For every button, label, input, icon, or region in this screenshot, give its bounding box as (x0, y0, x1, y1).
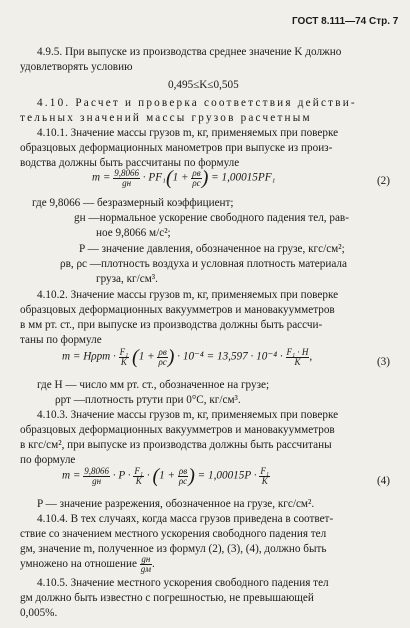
text-line: ρрт —плотность ртути при 0°С, кг/см³. (55, 394, 241, 406)
fraction: $\frac{\text{F₁}}{K}$ (134, 465, 144, 486)
text-line: где H — число мм рт. ст., обозначенное на грузе; (37, 379, 270, 391)
text-line: 4.10.1. Значение массы грузов m, кг, применяемых при поверке (37, 127, 339, 139)
text-line: груза, кг/см³. (96, 273, 158, 285)
text-line: в кгс/см², при выпуске из производства должны быть рассчитаны (20, 439, 332, 451)
equation-number: (2) (376, 175, 390, 187)
text-line: 4.10.5. Значение местного ускорения свободного падения тел (37, 577, 329, 589)
equation-number: (3) (376, 356, 390, 368)
ratio-line: умножено на отношение $\frac{gн}{gм}$ . (20, 554, 155, 574)
text-line: gм должно быть известно с погрешностью, не превышающей (20, 592, 314, 604)
text-line: gн —нормальное ускорение свободного падения тел, рав- (74, 212, 349, 224)
fraction: $\frac{\rho в}{\rho с}$ (178, 465, 188, 486)
text-line: P — значение разрежения, обозначенное на грузе, кгс/см². (37, 498, 315, 510)
fraction: $\frac{gн}{gм}$ (140, 554, 151, 574)
section-heading: тельных значений массы грузов расчетным (20, 112, 312, 124)
fraction: $\frac{\text{F₁}}{K}$ (260, 465, 270, 486)
formula-3: m = Hρрт · $\frac{\text{F₁}}{K}$ (1 + $\frac{\rho в}{\rho с}$ ) · 10⁻⁴ = 13,597 · 10⁻⁴ · $\frac{\text{F₁ · H}}{K}$ , (62, 346, 313, 368)
text-line: 4.9.5. При выпуске из производства среднее значение K должно (37, 46, 342, 58)
fraction: $\frac{9,8066}{gн}$ (114, 167, 139, 188)
text-line: водства должны быть рассчитаны по формуле (20, 157, 240, 169)
text-line: 4.10.3. Значение массы грузов m, кг, применяемых при поверке (37, 409, 339, 421)
text-line: в мм рт. ст., при выпуске из производства должны быть рассчи- (20, 319, 323, 331)
text-line: удовлетворять условию (20, 61, 133, 73)
text-line: по формуле (20, 454, 76, 466)
fraction: $\frac{\rho в}{\rho с}$ (158, 346, 167, 367)
text-line: образцовых деформационных манометров при выпуске из произ- (20, 142, 333, 154)
text-line: 4.10.4. В тех случаях, когда масса грузов приведена в соответ- (37, 513, 334, 525)
section-heading: 4.10. Расчет и проверка соответствия действи- (37, 97, 357, 109)
text-line: 0,005%. (20, 607, 58, 619)
text-line: образцовых деформационных вакуумметров и мановакуумметров (20, 424, 335, 436)
text-line: gм, значение m, полученное из формул (2), (3), (4), должно быть (20, 543, 327, 555)
text-line: ное 9,8066 м/с²; (96, 227, 171, 239)
text-line: где 9,8066 — безразмерный коэффициент; (32, 197, 234, 209)
fraction: $\frac{\text{F₁ · H}}{K}$ (286, 346, 309, 367)
formula-2: m = $\frac{9,8066}{gн}$ · PF₁(1 + $\frac{\rho в}{\rho с}$ ) = 1,00015PF₁ (92, 167, 276, 189)
text-line: образцовых деформационных вакуумметров и мановакуумметров (20, 304, 335, 316)
text-line: таны по формуле (20, 334, 102, 346)
fraction: $\frac{\text{F₁}}{K}$ (119, 346, 129, 367)
text-line: P — значение давления, обозначенное на грузе, кгс/см²; (79, 243, 345, 255)
text-line: ствие со значением местного ускорения свободного падения тел (20, 528, 327, 540)
text-line: 4.10.2. Значение массы грузов m, кг, применяемых при поверке (37, 289, 339, 301)
page-header: ГОСТ 8.111—74 Стр. 7 (292, 16, 399, 27)
equation-number: (4) (376, 475, 390, 487)
fraction: $\frac{9,8066}{gн}$ (84, 465, 109, 486)
formula-4: m = $\frac{9,8066}{gн}$ · P · $\frac{\text{F₁}}{K}$ · (1 + $\frac{\rho в}{\rho с}$ ) = 1,00015P · $\frac{\text{F₁}}{K}$ (62, 465, 270, 487)
text-line: ρв, ρс —плотность воздуха и условная плотность материала (60, 258, 347, 270)
condition-formula: 0,495≤K≤0,505 (168, 79, 239, 91)
fraction: $\frac{\rho в}{\rho с}$ (192, 167, 201, 188)
